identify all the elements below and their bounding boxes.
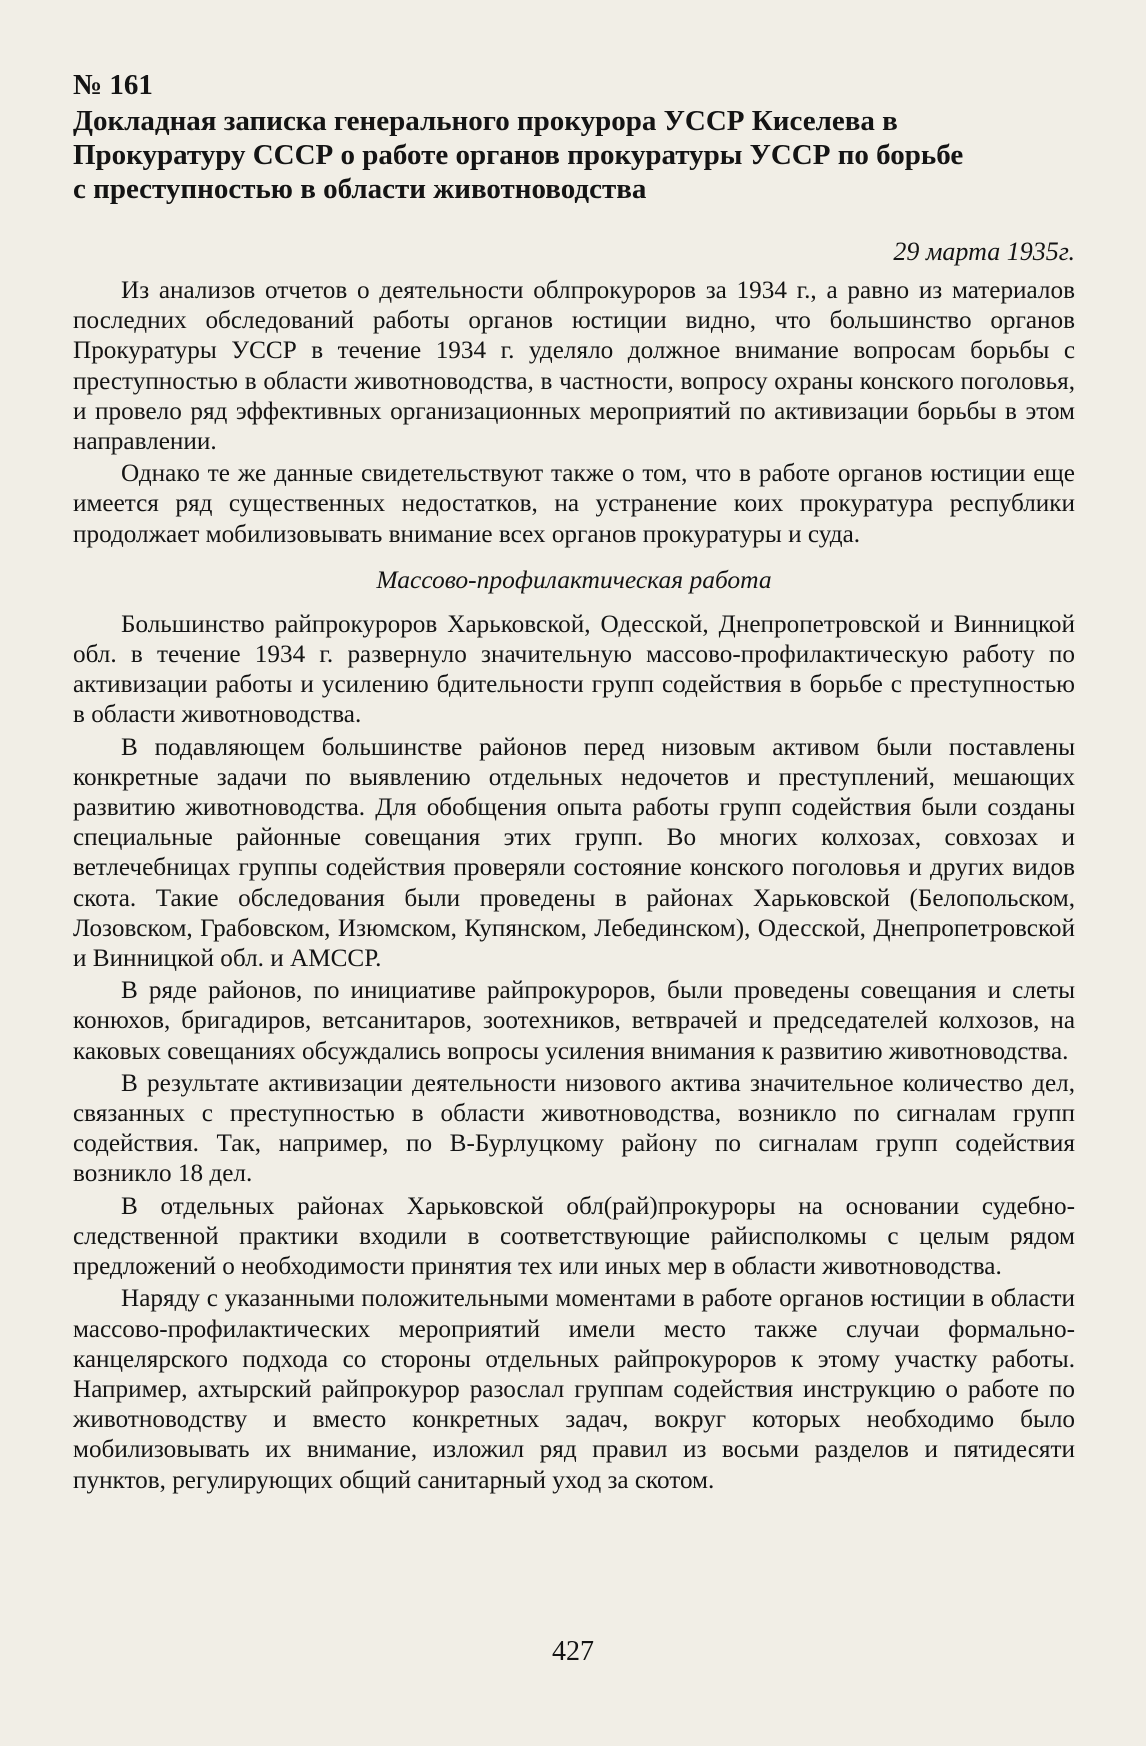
document-date: 29 марта 1935г. (893, 237, 1075, 266)
document-number: № 161 (73, 69, 153, 101)
paragraph: В результате активизации деятельности низового актива значительное количество дел, связанных с преступностью в области животноводства, возникло по сигналам групп содействия. Так, например, по В-Бурлуцкому району по сигналам групп содействия возникло 18 дел. (73, 1069, 1075, 1188)
paragraph: Из анализов отчетов о деятельности облпрокуроров за 1934 г., а равно из материалов последних обследований работы органов юстиции видно, что большинство органов Прокуратуры УССР в течение 1934 г. уделяло должное внимание вопросам борьбы с преступностью в области животноводства, в частности, вопросу охраны конского поголовья, и провело ряд эффективных организационных мероприятий по активизации борьбы в этом направлении. (73, 277, 1075, 456)
paragraph: Наряду с указанными положительными моментами в работе органов юстиции в области массово-профилактических мероприятий имели место также случаи формально-канцелярского подхода со стороны отдельных райпрокуроров к этому участку работы. Например, ахтырский райпрокурор разослал группам содействия инструкцию о работе по животноводству и вместо конкретных задач, вокруг которых необходимо было мобилизовывать их внимание, изложил ряд правил из восьми разделов и пятидесяти пунктов, регулирующих общий санитарный уход за скотом. (73, 1285, 1075, 1494)
paragraph: Большинство райпрокуроров Харьковской, Одесской, Днепропетровской и Винницкой обл. в течение 1934 г. развернуло значительную массово-профилактическую работу по активизации работы и усилению бдительности групп содействия в борьбе с преступностью в области животноводства. (73, 610, 1075, 729)
document-page (73, 68, 1075, 1498)
section-heading: Массово-профилактическая работа (376, 564, 772, 594)
document-title: Докладная записка генерального прокурора УССР Киселева в Прокуратуру СССР о работе органов прокуратуры УССР по борьбе с преступностью в области животноводства (73, 105, 964, 205)
paragraph: В подавляющем большинстве районов перед низовым активом были поставлены конкретные задачи по выявлению отдельных недочетов и преступлений, мешающих развитию животноводства. Для обобщения опыта работы групп содействия были созданы специальные районные совещания этих групп. Во многих колхозах, совхозах и ветлечебницах группы содействия проверяли состояние конского поголовья и других видов скота. Такие обследования были проведены в районах Харьковской (Белопольском, Лозовском, Грабовском, Изюмском, Купянском, Лебединском), Одесской, Днепропетровской и Винницкой обл. и АМССР. (73, 733, 1075, 973)
paragraph: В отдельных районах Харьковской обл(рай)прокуроры на основании судебно-следственной практики входили в соответствующие райисполкомы с целым рядом предложений о необходимости принятия тех или иных мер в области животноводства. (73, 1192, 1075, 1281)
page-number: 427 (552, 1636, 594, 1667)
paragraph: В ряде районов, по инициативе райпрокуроров, были проведены совещания и слеты конюхов, бригадиров, ветсанитаров, зоотехников, ветврачей и председателей колхозов, на каковых совещаниях обсуждались вопросы усиления внимания к развитию животноводства. (73, 977, 1075, 1065)
paragraph: Однако те же данные свидетельствуют также о том, что в работе органов юстиции еще имеется ряд существенных недостатков, на устранение коих прокуратура республики продолжает мобилизовывать внимание всех органов прокуратуры и суда. (73, 460, 1075, 548)
